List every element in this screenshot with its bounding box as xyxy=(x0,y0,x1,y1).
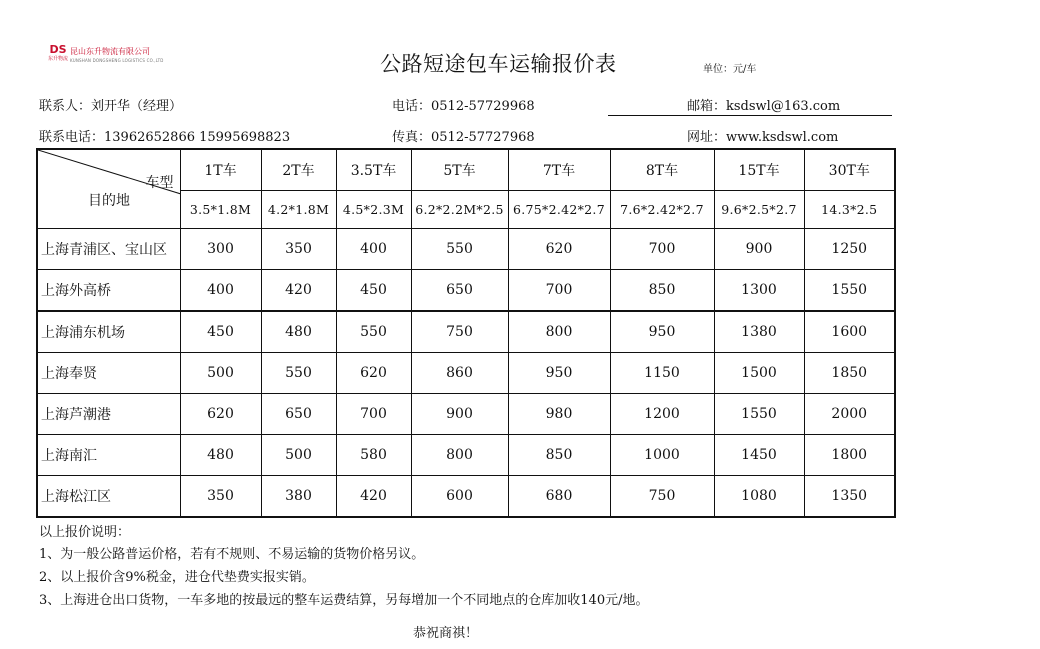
truck-type-header: 3.5T车 xyxy=(336,149,411,191)
price-cell: 1380 xyxy=(714,311,804,353)
logo-company-en: KUNSHAN DONGSHENG LOGISTICS CO.,LTD xyxy=(70,58,164,63)
phone: 电话：0512-57729968 xyxy=(392,99,535,114)
price-cell: 950 xyxy=(508,353,610,394)
logo-mark-text: DS xyxy=(49,43,67,56)
truck-size-header: 4.5*2.3M xyxy=(336,191,411,229)
note-item: 3、上海进仓出口货物，一车多地的按最远的整车运费结算，另每增加一个不同地点的仓库加收140元/地。 xyxy=(39,593,649,608)
price-cell: 1800 xyxy=(804,435,895,476)
price-cell: 500 xyxy=(180,353,261,394)
logo-company-name: 昆山东升物流有限公司 xyxy=(70,47,150,56)
price-cell: 800 xyxy=(411,435,508,476)
truck-type-row xyxy=(37,149,895,191)
note-item: 1、为一般公路普运价格，若有不规则、不易运输的货物价格另议。 xyxy=(39,547,425,562)
price-cell: 1450 xyxy=(714,435,804,476)
table-row xyxy=(37,270,895,312)
price-cell: 350 xyxy=(261,229,336,270)
price-cell: 750 xyxy=(411,311,508,353)
price-cell: 480 xyxy=(261,311,336,353)
price-cell: 420 xyxy=(261,270,336,312)
price-cell: 450 xyxy=(336,270,411,312)
price-cell: 550 xyxy=(336,311,411,353)
price-cell: 850 xyxy=(508,435,610,476)
logo-mark xyxy=(48,44,68,68)
logo-mark-sub: 东升物流 xyxy=(48,56,69,62)
unit-label: 单位：元/车 xyxy=(703,64,757,75)
truck-type-header: 1T车 xyxy=(180,149,261,191)
destination-cell: 上海芦潮港 xyxy=(37,394,180,435)
truck-type-header: 7T车 xyxy=(508,149,610,191)
table-row xyxy=(37,311,895,353)
truck-size-header: 6.2*2.2M*2.5 xyxy=(411,191,508,229)
destination-cell: 上海松江区 xyxy=(37,476,180,518)
closing-greeting: 恭祝商祺！ xyxy=(413,626,479,641)
truck-size-header: 4.2*1.8M xyxy=(261,191,336,229)
destination-cell: 上海青浦区、宝山区 xyxy=(37,229,180,270)
price-cell: 980 xyxy=(508,394,610,435)
price-cell: 1550 xyxy=(714,394,804,435)
price-cell: 1350 xyxy=(804,476,895,518)
notes-heading: 以上报价说明： xyxy=(39,525,131,540)
price-cell: 600 xyxy=(411,476,508,518)
price-cell: 850 xyxy=(610,270,714,312)
price-cell: 620 xyxy=(336,353,411,394)
fax: 传真：0512-57727968 xyxy=(392,130,535,145)
price-cell: 550 xyxy=(411,229,508,270)
truck-type-header: 15T车 xyxy=(714,149,804,191)
price-cell: 1850 xyxy=(804,353,895,394)
page-title: 公路短途包车运输报价表 xyxy=(380,52,617,76)
price-cell: 550 xyxy=(261,353,336,394)
price-cell: 1550 xyxy=(804,270,895,312)
price-cell: 650 xyxy=(411,270,508,312)
price-cell: 400 xyxy=(180,270,261,312)
price-cell: 480 xyxy=(180,435,261,476)
company-logo xyxy=(48,43,164,70)
truck-type-header: 8T车 xyxy=(610,149,714,191)
price-cell: 580 xyxy=(336,435,411,476)
table-row xyxy=(37,229,895,270)
price-cell: 1080 xyxy=(714,476,804,518)
truck-type-header: 30T车 xyxy=(804,149,895,191)
mobile-phone: 联系电话：13962652866 15995698823 xyxy=(39,130,291,145)
price-cell: 620 xyxy=(508,229,610,270)
truck-size-header: 14.3*2.5 xyxy=(804,191,895,229)
table-row xyxy=(37,476,895,518)
price-cell: 1600 xyxy=(804,311,895,353)
price-cell: 650 xyxy=(261,394,336,435)
email: 邮箱：ksdswl@163.com xyxy=(687,99,841,114)
contact-person: 联系人：刘开华（经理） xyxy=(39,99,183,114)
price-cell: 1250 xyxy=(804,229,895,270)
destination-cell: 上海浦东机场 xyxy=(37,311,180,353)
price-cell: 420 xyxy=(336,476,411,518)
price-cell: 800 xyxy=(508,311,610,353)
corner-destination-label: 目的地 xyxy=(88,193,130,209)
price-cell: 500 xyxy=(261,435,336,476)
destination-cell: 上海奉贤 xyxy=(37,353,180,394)
price-cell: 1300 xyxy=(714,270,804,312)
price-cell: 700 xyxy=(610,229,714,270)
price-cell: 1200 xyxy=(610,394,714,435)
price-table xyxy=(36,148,896,518)
table-row xyxy=(37,435,895,476)
price-cell: 700 xyxy=(508,270,610,312)
corner-truck-type-label: 车型 xyxy=(145,175,174,191)
price-cell: 1500 xyxy=(714,353,804,394)
price-cell: 900 xyxy=(411,394,508,435)
note-item: 2、以上报价含9%税金，进仓代垫费实报实销。 xyxy=(39,570,315,585)
truck-size-header: 9.6*2.5*2.7 xyxy=(714,191,804,229)
price-cell: 950 xyxy=(610,311,714,353)
destination-cell: 上海南汇 xyxy=(37,435,180,476)
email-underline xyxy=(608,115,892,116)
truck-type-header: 2T车 xyxy=(261,149,336,191)
price-cell: 1000 xyxy=(610,435,714,476)
price-cell: 350 xyxy=(180,476,261,518)
price-cell: 450 xyxy=(180,311,261,353)
destination-cell: 上海外高桥 xyxy=(37,270,180,312)
price-cell: 680 xyxy=(508,476,610,518)
price-cell: 400 xyxy=(336,229,411,270)
truck-size-header: 3.5*1.8M xyxy=(180,191,261,229)
price-cell: 300 xyxy=(180,229,261,270)
price-cell: 1150 xyxy=(610,353,714,394)
table-corner xyxy=(37,149,180,229)
price-cell: 860 xyxy=(411,353,508,394)
price-cell: 380 xyxy=(261,476,336,518)
price-cell: 750 xyxy=(610,476,714,518)
price-cell: 900 xyxy=(714,229,804,270)
truck-size-header: 7.6*2.42*2.7 xyxy=(610,191,714,229)
website: 网址：www.ksdswl.com xyxy=(687,130,839,145)
table-row xyxy=(37,353,895,394)
price-cell: 2000 xyxy=(804,394,895,435)
table-row xyxy=(37,394,895,435)
price-cell: 700 xyxy=(336,394,411,435)
truck-type-header: 5T车 xyxy=(411,149,508,191)
price-cell: 620 xyxy=(180,394,261,435)
truck-size-header: 6.75*2.42*2.7 xyxy=(508,191,610,229)
